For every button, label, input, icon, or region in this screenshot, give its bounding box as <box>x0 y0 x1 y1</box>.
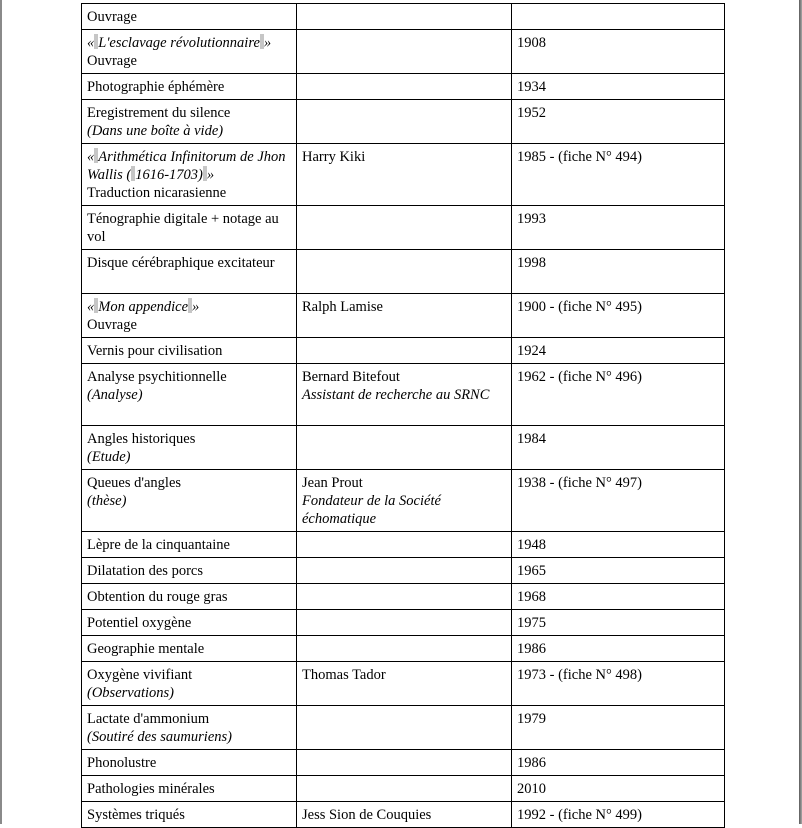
work-title-cell[interactable] <box>82 30 297 74</box>
year-cell[interactable] <box>512 364 725 426</box>
year-cell[interactable] <box>512 532 725 558</box>
table-row <box>82 74 725 100</box>
work-title-part1: Arithmética Infinitorum de Jhon Wallis ( <box>87 149 286 183</box>
work-title: Queues d'angles <box>87 475 182 491</box>
table-row <box>82 470 725 532</box>
table-row <box>82 584 725 610</box>
work-title-cell[interactable] <box>82 776 297 802</box>
work-title-cell[interactable] <box>82 584 297 610</box>
work-subtitle: Ouvrage <box>87 317 137 333</box>
work-year: 1938 - (fiche N° 497) <box>517 475 642 491</box>
work-title-cell[interactable] <box>82 4 297 30</box>
work-title: Ténographie digitale + notage au vol <box>87 211 279 245</box>
work-subtitle: Traduction nicarasienne <box>87 185 227 201</box>
table-row <box>82 636 725 662</box>
author-cell[interactable] <box>297 470 512 532</box>
author-name: Jean Prout <box>302 475 363 491</box>
work-title: Oxygène vivifiant <box>87 667 193 683</box>
quote-open: « <box>87 299 95 315</box>
year-cell[interactable] <box>512 74 725 100</box>
work-title-part2: 1616-1703) <box>135 167 203 183</box>
author-cell[interactable] <box>297 250 512 294</box>
quote-close: » <box>263 35 272 51</box>
work-title: Analyse psychitionnelle <box>87 369 227 385</box>
author-cell[interactable] <box>297 706 512 750</box>
work-title: Potentiel oxygène <box>87 615 192 631</box>
work-year: 1908 <box>517 35 546 51</box>
work-title-cell[interactable] <box>82 426 297 470</box>
work-title: Eregistrement du silence <box>87 105 231 121</box>
author-cell[interactable] <box>297 144 512 206</box>
author-cell[interactable] <box>297 4 512 30</box>
work-year: 1952 <box>517 105 546 121</box>
work-title: Disque cérébraphique excitateur <box>87 255 275 271</box>
work-year: 1973 - (fiche N° 498) <box>517 667 642 683</box>
author-cell[interactable] <box>297 662 512 706</box>
works-table <box>81 3 725 828</box>
work-year: 1986 <box>517 755 546 771</box>
work-year: 1965 <box>517 563 546 579</box>
work-title-cell[interactable] <box>82 558 297 584</box>
work-title: Lèpre de la cinquantaine <box>87 537 230 553</box>
table-row <box>82 610 725 636</box>
work-subtitle: (Dans une boîte à vide) <box>87 123 224 139</box>
author-cell[interactable] <box>297 206 512 250</box>
work-year: 1998 <box>517 255 546 271</box>
table-row <box>82 338 725 364</box>
author-name: Jess Sion de Couquies <box>302 807 432 823</box>
table-row <box>82 776 725 802</box>
year-cell[interactable] <box>512 338 725 364</box>
author-cell[interactable] <box>297 584 512 610</box>
table-row <box>82 144 725 206</box>
work-year: 1934 <box>517 79 546 95</box>
work-year: 1986 <box>517 641 546 657</box>
year-cell[interactable] <box>512 426 725 470</box>
work-year: 1948 <box>517 537 546 553</box>
work-title: Vernis pour civilisation <box>87 343 223 359</box>
work-title-cell[interactable] <box>82 532 297 558</box>
work-year: 1975 <box>517 615 546 631</box>
work-title-cell[interactable] <box>82 364 297 426</box>
table-row <box>82 426 725 470</box>
year-cell[interactable] <box>512 470 725 532</box>
work-title-cell[interactable] <box>82 662 297 706</box>
work-subtitle: (Observations) <box>87 685 174 701</box>
author-name: Harry Kiki <box>302 149 366 165</box>
work-title-cell[interactable] <box>82 610 297 636</box>
author-cell[interactable] <box>297 74 512 100</box>
work-title-cell[interactable] <box>82 470 297 532</box>
table-row <box>82 250 725 294</box>
work-title: Mon appendice <box>98 299 189 315</box>
author-cell[interactable] <box>297 100 512 144</box>
author-cell[interactable] <box>297 636 512 662</box>
work-title: Angles historiques <box>87 431 196 447</box>
work-title-cell[interactable] <box>82 294 297 338</box>
author-cell[interactable] <box>297 532 512 558</box>
table-row <box>82 364 725 426</box>
work-title-cell[interactable] <box>82 338 297 364</box>
author-role: Assistant de recherche au SRNC <box>302 387 490 403</box>
year-cell[interactable] <box>512 144 725 206</box>
year-cell[interactable] <box>512 636 725 662</box>
work-year: 1979 <box>517 711 546 727</box>
quote-open: « <box>87 149 95 165</box>
table-row <box>82 206 725 250</box>
year-cell[interactable] <box>512 706 725 750</box>
year-cell[interactable] <box>512 610 725 636</box>
work-subtitle: Ouvrage <box>87 53 137 69</box>
page-margin-rule <box>0 0 2 824</box>
work-year: 1968 <box>517 589 546 605</box>
author-cell[interactable] <box>297 338 512 364</box>
author-name: Ralph Lamise <box>302 299 383 315</box>
work-year: 1962 - (fiche N° 496) <box>517 369 642 385</box>
author-cell[interactable] <box>297 776 512 802</box>
table-row <box>82 4 725 30</box>
year-cell[interactable] <box>512 30 725 74</box>
work-year: 1992 - (fiche N° 499) <box>517 807 642 823</box>
quote-close: » <box>192 299 200 315</box>
table-row <box>82 30 725 74</box>
work-subtitle: (Etude) <box>87 449 131 465</box>
work-title: Geographie mentale <box>87 641 205 657</box>
work-title-cell[interactable] <box>82 636 297 662</box>
year-cell[interactable] <box>512 4 725 30</box>
work-title: Obtention du rouge gras <box>87 589 228 605</box>
work-title: Ouvrage <box>87 9 137 25</box>
year-cell[interactable] <box>512 584 725 610</box>
work-title-cell[interactable] <box>82 706 297 750</box>
year-cell[interactable] <box>512 776 725 802</box>
table-row <box>82 706 725 750</box>
table-row <box>82 662 725 706</box>
table-row <box>82 750 725 776</box>
quote-open: « <box>87 35 95 51</box>
work-title-cell[interactable] <box>82 100 297 144</box>
work-title-cell[interactable] <box>82 144 297 206</box>
author-cell[interactable] <box>297 30 512 74</box>
work-title-cell[interactable] <box>82 250 297 294</box>
work-title-cell[interactable] <box>82 74 297 100</box>
work-year: 1984 <box>517 431 546 447</box>
year-cell[interactable] <box>512 294 725 338</box>
work-title-cell[interactable] <box>82 750 297 776</box>
work-year: 1985 - (fiche N° 494) <box>517 149 642 165</box>
year-cell[interactable] <box>512 100 725 144</box>
work-title: Phonolustre <box>87 755 157 771</box>
work-subtitle: (Analyse) <box>87 387 143 403</box>
work-subtitle: (Soutiré des saumuriens) <box>87 729 232 745</box>
work-title: Photographie éphémère <box>87 79 225 95</box>
table-row <box>82 100 725 144</box>
table-row <box>82 532 725 558</box>
work-subtitle: (thèse) <box>87 493 127 509</box>
work-title: Systèmes triqués <box>87 807 185 823</box>
year-cell[interactable] <box>512 206 725 250</box>
author-cell[interactable] <box>297 426 512 470</box>
author-cell[interactable] <box>297 364 512 426</box>
year-cell[interactable] <box>512 558 725 584</box>
author-cell[interactable] <box>297 558 512 584</box>
author-name: Thomas Tador <box>302 667 386 683</box>
author-cell[interactable] <box>297 610 512 636</box>
author-name: Bernard Bitefout <box>302 369 400 385</box>
work-title: Dilatation des porcs <box>87 563 203 579</box>
work-title: L'esclavage révolutionnaire <box>98 35 260 51</box>
work-title: Lactate d'ammonium <box>87 711 210 727</box>
table-row <box>82 558 725 584</box>
work-year: 1993 <box>517 211 546 227</box>
year-cell[interactable] <box>512 662 725 706</box>
work-title: Pathologies minérales <box>87 781 215 797</box>
quote-close: » <box>206 167 215 183</box>
author-cell[interactable] <box>297 294 512 338</box>
author-role: Fondateur de la Société échomatique <box>302 493 441 527</box>
work-year: 1924 <box>517 343 546 359</box>
work-title-cell[interactable] <box>82 206 297 250</box>
work-year: 2010 <box>517 781 546 797</box>
year-cell[interactable] <box>512 250 725 294</box>
year-cell[interactable] <box>512 750 725 776</box>
table-row <box>82 294 725 338</box>
work-year: 1900 - (fiche N° 495) <box>517 299 642 315</box>
author-cell[interactable] <box>297 750 512 776</box>
